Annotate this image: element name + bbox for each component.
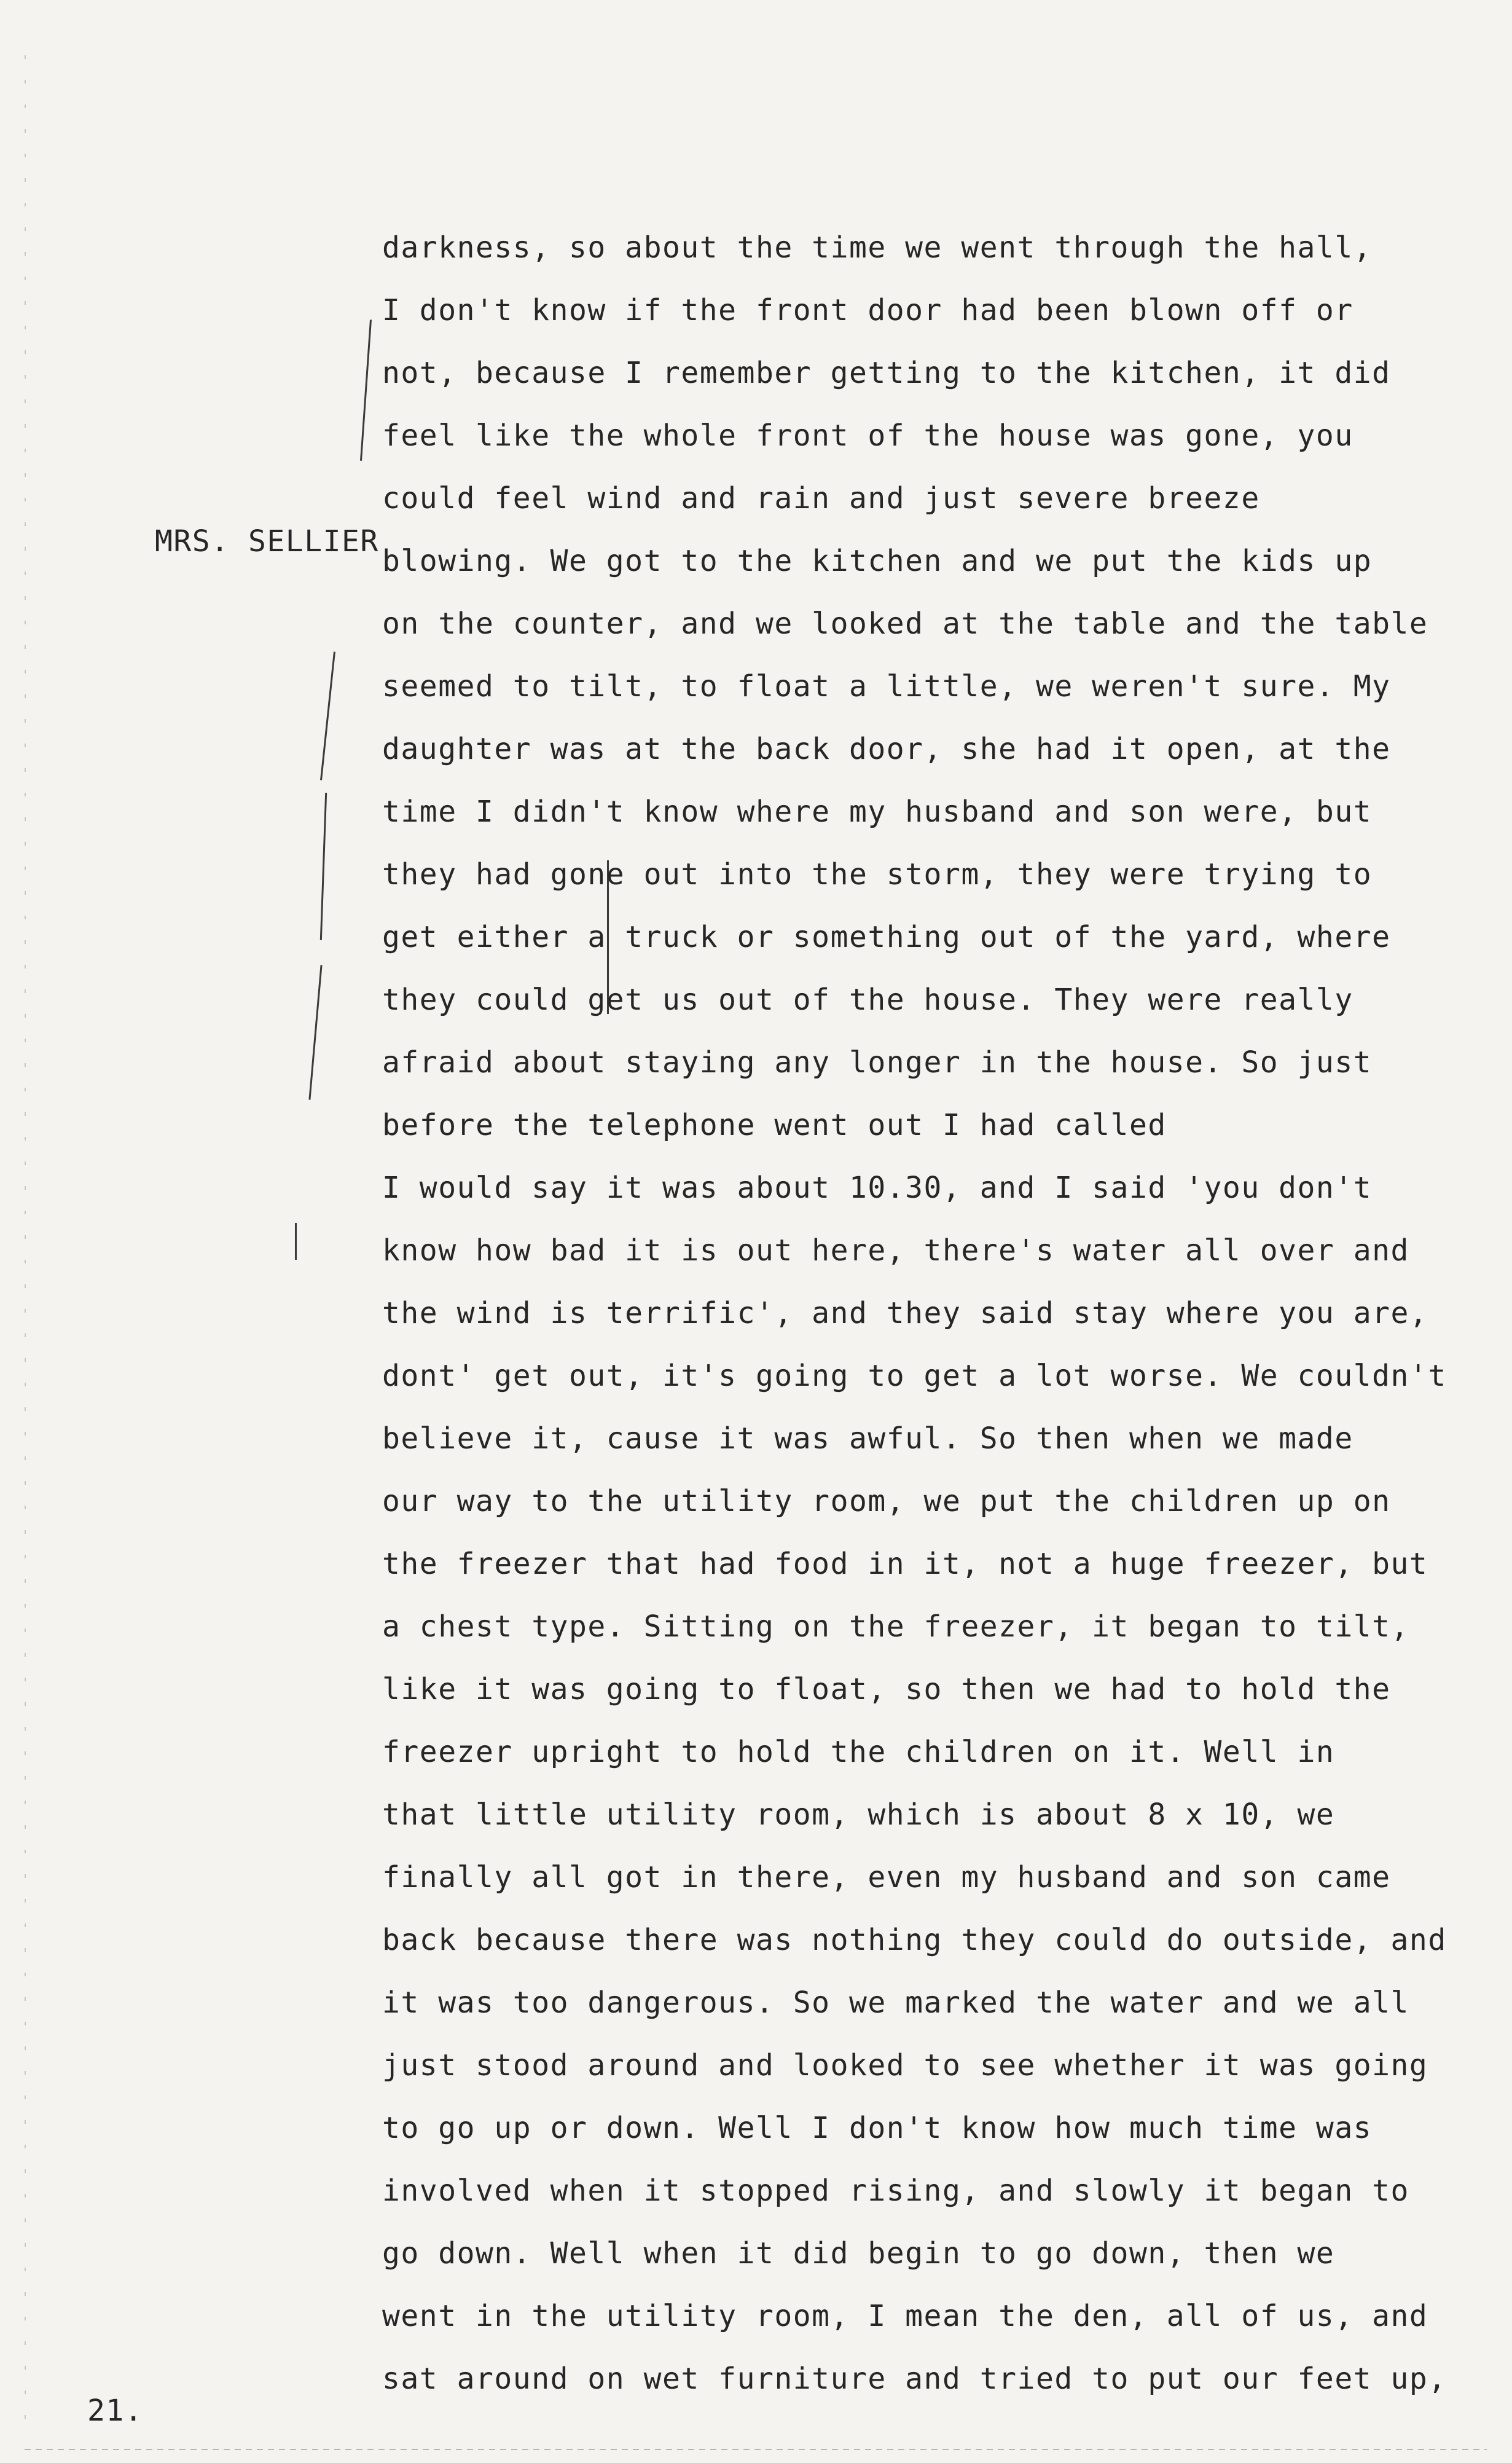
text-line: daughter was at the back door, she had it open, at the [382,732,1391,766]
text-line: they had gone out into the storm, they were trying to [382,857,1373,892]
text-line: involved when it stopped rising, and slowly it began to [382,2174,1409,2208]
text-line: afraid about staying any longer in the house. So just [382,1045,1373,1080]
text-line: seemed to tilt, to float a little, we weren't sure. My [382,669,1391,704]
text-line: finally all got in there, even my husband and son came [382,1860,1391,1895]
text-line: dont' get out, it's going to get a lot worse. We couldn't [382,1359,1447,1393]
text-line: a chest type. Sitting on the freezer, it began to tilt, [382,1609,1409,1644]
text-line: could feel wind and rain and just severe breeze [382,481,1260,516]
text-line: it was too dangerous. So we marked the water and we all [382,1986,1409,2020]
text-line: time I didn't know where my husband and son were, but [382,795,1373,829]
text-line: not, because I remember getting to the kitchen, it did [382,356,1391,390]
text-line: blowing. We got to the kitchen and we put the kids up [382,544,1373,578]
text-line: before the telephone went out I had called [382,1108,1167,1142]
text-line: I don't know if the front door had been blown off or [382,293,1353,328]
text-line: feel like the whole front of the house was gone, you [382,418,1353,453]
text-line: back because there was nothing they could do outside, and [382,1923,1447,1957]
text-line: to go up or down. Well I don't know how much time was [382,2111,1373,2145]
page-edge-speckle [25,55,26,2421]
text-line: on the counter, and we looked at the table and the table [382,607,1428,641]
margin-revision-mark [360,320,372,461]
text-line: the wind is terrific', and they said stay where you are, [382,1296,1428,1330]
margin-revision-mark [320,651,335,780]
margin-revision-mark [295,1223,297,1260]
text-line: believe it, cause it was awful. So then when we made [382,1421,1353,1456]
margin-revision-mark [320,793,327,940]
text-line: darkness, so about the time we went through the hall, [382,230,1373,265]
transcript-body [382,216,1500,2410]
page-bottom-edge [25,2449,1487,2450]
text-line: sat around on wet furniture and tried to put our feet up, [382,2362,1447,2396]
page-number: 21. [87,2394,144,2428]
text-line: like it was going to float, so then we had to hold the [382,1672,1391,1707]
text-line: freezer upright to hold the children on it. Well in [382,1735,1335,1769]
text-line: the freezer that had food in it, not a huge freezer, but [382,1547,1428,1581]
text-line: our way to the utility room, we put the children up on [382,1484,1391,1518]
speaker-label: MRS. SELLIER [155,524,379,559]
text-line: get either a truck or something out of the yard, where [382,920,1391,954]
text-line: know how bad it is out here, there's water all over and [382,1233,1409,1268]
text-line: just stood around and looked to see whether it was going [382,2048,1428,2083]
text-line: I would say it was about 10.30, and I said 'you don't [382,1171,1373,1205]
text-line: go down. Well when it did begin to go down, then we [382,2236,1335,2271]
margin-revision-mark [308,965,322,1099]
text-line: that little utility room, which is about 8 x 10, we [382,1797,1335,1832]
text-line: they could get us out of the house. They were really [382,983,1353,1017]
text-line: went in the utility room, I mean the den, all of us, and [382,2299,1428,2333]
